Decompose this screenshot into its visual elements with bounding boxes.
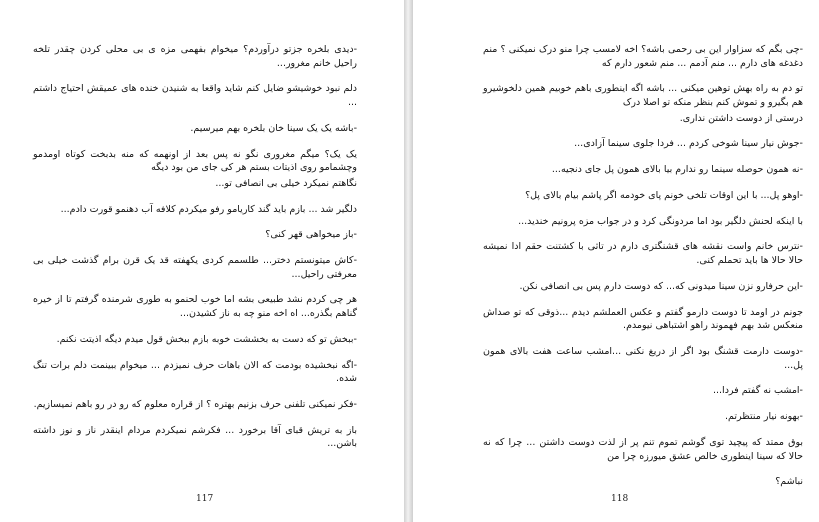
paragraph: هر چی کردم نشد طبیعی بشه اما خوب لحنمو به طوری شرمنده گرفتم تا از خیره گناهم بگذره... اه اخه منو چه به ناز کشیدن... xyxy=(33,294,357,320)
paragraph: یک یک؟ میگم مغروری نگو نه پس بعد از اونهمه که منه بدبخت کوتاه اومدمو وچشمامو روی اذیتات بستم هر کی جای من بود دیگه xyxy=(33,148,357,174)
page-number-right: 118 xyxy=(611,494,629,504)
paragraph: -نه همون حوصله سینما رو ندارم بیا بالای همون پل جای دنجیه... xyxy=(551,164,803,176)
right-page xyxy=(413,0,819,522)
paragraph: -این حرفارو نزن سینا میدونی که... که دوست دارم پس بی انصافی نکن. xyxy=(519,280,803,292)
left-page xyxy=(0,0,404,522)
right-page-text xyxy=(483,43,803,501)
book-gutter xyxy=(404,0,413,522)
paragraph: دلم نبود خوشیشو ضایل کنم شاید واقعا به شنیدن خنده های عمیقش احتیاج داشتم ... xyxy=(33,83,357,108)
paragraph: -اوهو پل... با این اوقات تلخی خونم پای خودمه اگر پاشم بیام بالای پل؟ xyxy=(525,189,803,201)
paragraph: -جوش نیار سینا شوخی کردم ... فردا جلوی سینما آزادی... xyxy=(574,138,803,150)
paragraph: نگاهتم نمیکرد خیلی بی انصافی تو... xyxy=(215,177,357,189)
paragraph: -دوست دارمت قشنگ بود اگر از دریغ نکنی ...امشب ساعت هفت بالای همون پل... xyxy=(483,346,803,371)
paragraph: -فکر نمیکنی تلفنی حرف بزنیم بهتره ؟ از قراره معلوم که رو در رو باهم نمیسازیم. xyxy=(33,398,357,410)
paragraph: دلگیر شد ... بازم باید گند کاریامو رفو میکردم کلافه آب دهنمو قورت دادم... xyxy=(60,203,357,215)
paragraph: با اینکه لحنش دلگیر بود اما مردونگی کرد و در جواب مزه پرونیم خندید... xyxy=(518,215,803,227)
paragraph: -امشب نه گفتم فردا... xyxy=(713,385,803,397)
paragraph: درستی از دوست داشتن نداری. xyxy=(679,112,803,124)
page-number-left: 117 xyxy=(196,494,214,504)
paragraph: بوق ممتد که پیچید توی گوشم تموم تنم پر از لذت دوست داشتن ... چرا که نه حالا که سینا اینطوری خالص عشق میورزه چرا من xyxy=(483,436,803,462)
paragraph: -باشه یک یک سینا خان بلخره بهم میرسیم. xyxy=(190,122,357,134)
paragraph: باز به تریش قبای آقا برخورد ... فکرشم نمیکردم مردام اینقدر ناز و نوز داشته باشن... xyxy=(33,424,357,450)
paragraph: جونم در اومد تا دوست دارمو گفتم و عکس العملشم دیدم ...ذوقی که تو صداش منعکس شد بهم فهموند راهو اشتباهی نیومدم. xyxy=(483,306,803,332)
paragraph: -باز میخواهی قهر کنی؟ xyxy=(265,229,357,241)
paragraph: -دیدی بلخره جزتو درآوردم؟ میخوام بفهمی مزه ی بی محلی کردن چقدر تلخه راحیل خانم مغرور... xyxy=(33,44,357,69)
paragraph: -اگه نبخشیده بودمت که الان باهات حرف نمیزدم ... میخوام ببینمت دلم برات تنگ شده. xyxy=(33,359,357,385)
paragraph: -نترس خانم واست نقشه های قشنگتری دارم در تاثی با کشتنت حقم ادا نمیشه حالا حالا ها باید تحملم کنی. xyxy=(483,241,803,267)
paragraph: نباشم؟ xyxy=(775,476,803,488)
paragraph: -کاش میتونستم دختر... طلسمم کردی یکهفته قد یک قرن برام گذشت خیلی بی معرفتی راحیل... xyxy=(33,255,357,280)
paragraph: -بهونه نیار منتظرتم. xyxy=(725,411,803,423)
paragraph: تو دم به راه بهش توهین میکنی ... باشه اگه اینطوری باهم خوبیم همین دلخوشیرو هم بگیرو و تموش کنم بنظر منکه تو اصلا درک xyxy=(483,83,803,108)
paragraph: -ببخش تو که دست به بخششت خوبه بازم ببخش قول میدم دیگه اذیتت نکنم. xyxy=(56,333,357,345)
left-page-text xyxy=(33,43,357,463)
paragraph: -چی بگم که سزاوار این بی رحمی باشه؟ اخه لامسب چرا منو درک نمیکنی ؟ منم دغدغه های دارم ... منم آدمم ... منم شعور دارم که xyxy=(483,44,803,69)
